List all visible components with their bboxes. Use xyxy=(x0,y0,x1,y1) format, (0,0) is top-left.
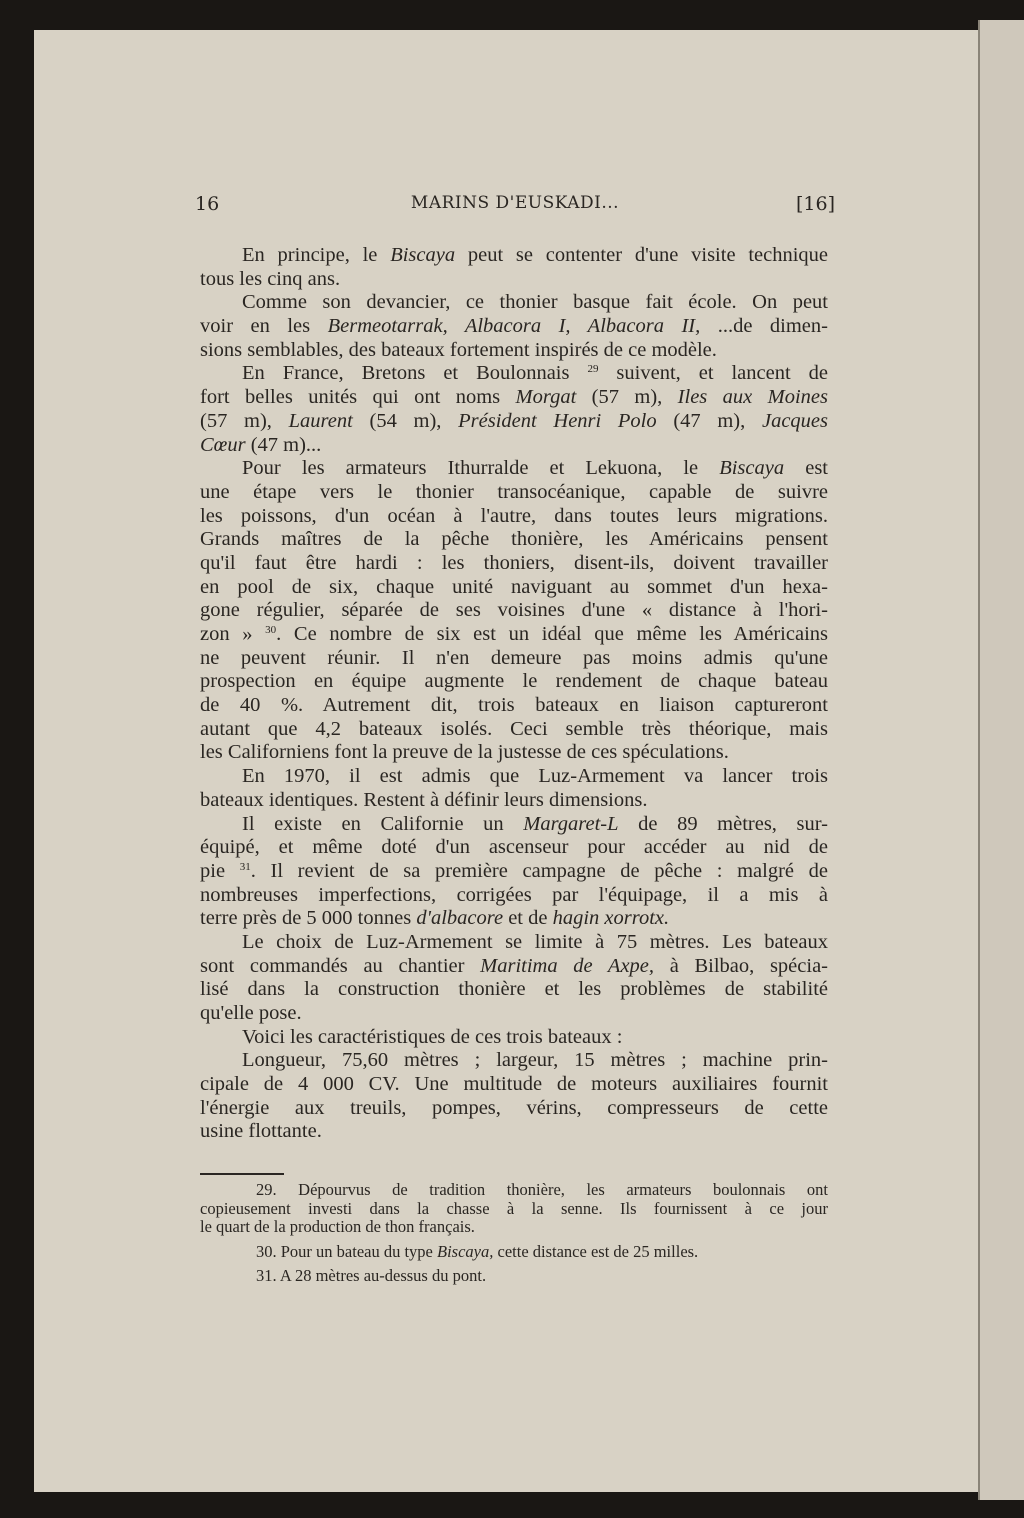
italic-text: Morgat xyxy=(515,386,577,409)
text-run: cipale de 4 000 CV. Une multitude de moteurs auxiliaires fournit xyxy=(200,1073,828,1096)
italic-text: Jacques xyxy=(761,409,828,432)
text-run: En principe, le xyxy=(242,244,391,266)
text-run: En 1970, il est admis que Luz-Armement va lancer trois xyxy=(242,765,828,788)
text-line xyxy=(200,481,828,505)
text-line xyxy=(200,1120,828,1144)
text-line xyxy=(200,1218,828,1237)
paragraph xyxy=(200,244,828,291)
text-run: copieusement investi dans la chasse à la senne. Ils fournissent à ce jour xyxy=(200,1198,828,1218)
text-line xyxy=(200,599,828,623)
bracket-page-number: [16] xyxy=(795,193,835,215)
text-run: Voici les caractéristiques de ces trois bateaux : xyxy=(242,1025,623,1048)
italic-text: Cœur xyxy=(200,433,246,456)
text-line xyxy=(200,860,828,884)
text-run: (54 m), xyxy=(352,409,459,432)
text-run: en pool de six, chaque unité naviguant au sommet d'un hexa- xyxy=(200,575,828,598)
text-run: Grands maîtres de la pêche thonière, les Américains pensent xyxy=(200,528,828,551)
text-run: fort belles unités qui ont noms xyxy=(200,386,516,409)
text-line xyxy=(200,647,828,671)
text-line xyxy=(200,244,828,268)
text-run: à Bilbao, spécia- xyxy=(654,954,828,977)
text-run: peut se contenter d'une visite technique xyxy=(455,244,829,266)
italic-text: Maritima de Axpe, xyxy=(480,954,655,977)
page-number: 16 xyxy=(195,193,220,215)
italic-text: Laurent xyxy=(288,409,353,432)
text-run: nombreuses imperfections, corrigées par l'équipage, il a mis à xyxy=(200,883,828,906)
italic-text: Biscaya xyxy=(719,457,785,480)
text-line xyxy=(200,386,828,410)
italic-text: d'albacore xyxy=(416,907,504,930)
text-line xyxy=(200,268,828,292)
text-run: 30. Pour un bateau du type xyxy=(256,1241,438,1261)
text-run: (57 m), xyxy=(576,386,678,409)
italic-text: Biscaya, xyxy=(437,1241,494,1261)
text-run: pie xyxy=(200,859,240,882)
text-run: terre près de 5 000 tonnes xyxy=(200,907,417,930)
running-title: MARINS D'EUSKADI... xyxy=(410,193,620,213)
body-text xyxy=(200,244,828,1144)
text-run: Le choix de Luz-Armement se limite à 75 mètres. Les bateaux xyxy=(242,930,828,953)
text-run: le quart de la production de thon français. xyxy=(200,1217,475,1236)
text-run: de 89 mètres, sur- xyxy=(618,812,828,835)
text-line xyxy=(200,670,828,694)
paragraph xyxy=(200,1049,828,1144)
text-line xyxy=(200,362,828,386)
text-line xyxy=(200,931,828,955)
paragraph xyxy=(200,457,828,765)
text-line xyxy=(200,765,828,789)
text-run: zon » xyxy=(200,623,266,645)
text-run: et de xyxy=(503,907,553,930)
text-line xyxy=(200,741,828,765)
text-run: usine flottante. xyxy=(200,1120,322,1143)
text-run: En France, Bretons et Boulonnais xyxy=(242,362,588,385)
italic-text: hagin xorrotx. xyxy=(552,907,670,930)
text-run: bateaux identiques. Restent à définir leurs dimensions. xyxy=(200,788,648,811)
running-header xyxy=(195,193,835,219)
text-line xyxy=(200,1243,828,1262)
text-run: sions semblables, des bateaux fortement inspirés de ce modèle. xyxy=(200,338,717,361)
text-run: 31. A 28 mètres au-dessus du pont. xyxy=(256,1266,487,1285)
text-line xyxy=(200,1002,828,1026)
italic-text: Biscaya xyxy=(390,244,456,266)
text-line xyxy=(200,1097,828,1121)
text-line xyxy=(200,813,828,837)
facing-page-edge xyxy=(978,20,1024,1500)
text-run: les Californiens font la preuve de la justesse de ces spéculations. xyxy=(200,741,729,764)
text-run: prospection en équipe augmente le rendement de chaque bateau xyxy=(200,670,828,693)
text-run: Pour les armateurs Ithurralde et Lekuona, le xyxy=(242,457,720,480)
text-line xyxy=(200,907,828,931)
text-run: équipé, et même doté d'un ascenseur pour accéder au nid de xyxy=(200,836,828,859)
text-run: qu'elle pose. xyxy=(200,1002,302,1024)
footnote xyxy=(200,1243,828,1262)
text-line xyxy=(200,1026,828,1050)
footnote-reference: 30 xyxy=(265,624,277,636)
text-run: Longueur, 75,60 mètres ; largeur, 15 mètres ; machine prin- xyxy=(242,1049,828,1072)
paragraph xyxy=(200,291,828,362)
text-run: . Ce nombre de six est un idéal que même les Américains xyxy=(276,623,828,645)
paragraph xyxy=(200,362,828,457)
text-line xyxy=(200,836,828,860)
paragraph xyxy=(200,1026,828,1050)
text-run: gone régulier, séparée de ses voisines d'une « distance à l'hori- xyxy=(200,599,828,622)
footnote xyxy=(200,1181,828,1237)
text-run: une étape vers le thonier transocéanique, capable de suivre xyxy=(200,480,828,503)
text-run: de 40 %. Autrement dit, trois bateaux en liaison captureront xyxy=(200,694,828,717)
text-run: les poissons, d'un océan à l'autre, dans toutes leurs migrations. xyxy=(200,504,828,527)
text-line xyxy=(200,623,828,647)
text-line xyxy=(200,955,828,979)
text-line xyxy=(200,457,828,481)
text-line xyxy=(200,528,828,552)
text-line xyxy=(200,1049,828,1073)
text-line xyxy=(200,505,828,529)
text-run: cette distance est de 25 milles. xyxy=(493,1241,699,1261)
text-line xyxy=(200,552,828,576)
italic-text: Président Henri Polo xyxy=(458,409,657,432)
italic-text: Bermeotarrak, Albacora I, Albacora II, xyxy=(327,315,701,338)
text-line xyxy=(200,1267,828,1286)
paragraph xyxy=(200,765,828,812)
text-line xyxy=(200,315,828,339)
text-run: . Il revient de sa première campagne de pêche : malgré de xyxy=(250,859,829,882)
text-run: sont commandés au chantier xyxy=(200,954,481,977)
italic-text: Iles aux Moines xyxy=(677,386,828,409)
text-run: ...de dimen- xyxy=(700,315,828,338)
footnote-rule xyxy=(200,1173,284,1175)
text-run: lisé dans la construction thonière et les problèmes de stabilité xyxy=(200,978,828,1001)
text-run: est xyxy=(784,457,828,480)
text-run: (57 m), xyxy=(200,409,289,432)
text-line xyxy=(200,978,828,1002)
text-line xyxy=(200,576,828,600)
paragraph xyxy=(200,813,828,931)
text-run: Comme son devancier, ce thonier basque fait école. On peut xyxy=(242,291,828,314)
text-run: autant que 4,2 bateaux isolés. Ceci semble très théorique, mais xyxy=(200,717,828,740)
text-run: l'énergie aux treuils, pompes, vérins, compresseurs de cette xyxy=(200,1096,828,1119)
italic-text: Margaret-L xyxy=(523,812,619,835)
text-run: tous les cinq ans. xyxy=(200,267,341,290)
text-run: suivent, et lancent de xyxy=(598,362,828,385)
text-line xyxy=(200,434,828,458)
text-run: voir en les xyxy=(200,315,328,338)
text-run: (47 m), xyxy=(656,409,762,432)
text-run: 29. Dépourvus de tradition thonière, les armateurs boulonnais ont xyxy=(256,1180,828,1199)
text-line xyxy=(200,410,828,434)
text-line xyxy=(200,1073,828,1097)
paragraph xyxy=(200,931,828,1026)
text-run: qu'il faut être hardi : les thoniers, disent-ils, doivent travailler xyxy=(200,551,828,574)
footnote-reference: 31 xyxy=(239,860,251,873)
text-line xyxy=(200,884,828,908)
text-line xyxy=(200,291,828,315)
text-line xyxy=(200,1181,828,1200)
text-line xyxy=(200,1200,828,1219)
text-run: Il existe en Californie un xyxy=(242,812,524,835)
footnotes xyxy=(200,1181,828,1286)
footnote xyxy=(200,1267,828,1286)
footnote-reference: 29 xyxy=(587,363,599,376)
text-line xyxy=(200,339,828,363)
text-run: (47 m)... xyxy=(245,433,322,456)
text-line xyxy=(200,718,828,742)
text-run: ne peuvent réunir. Il n'en demeure pas moins admis qu'une xyxy=(200,646,828,669)
text-line xyxy=(200,694,828,718)
text-line xyxy=(200,789,828,813)
